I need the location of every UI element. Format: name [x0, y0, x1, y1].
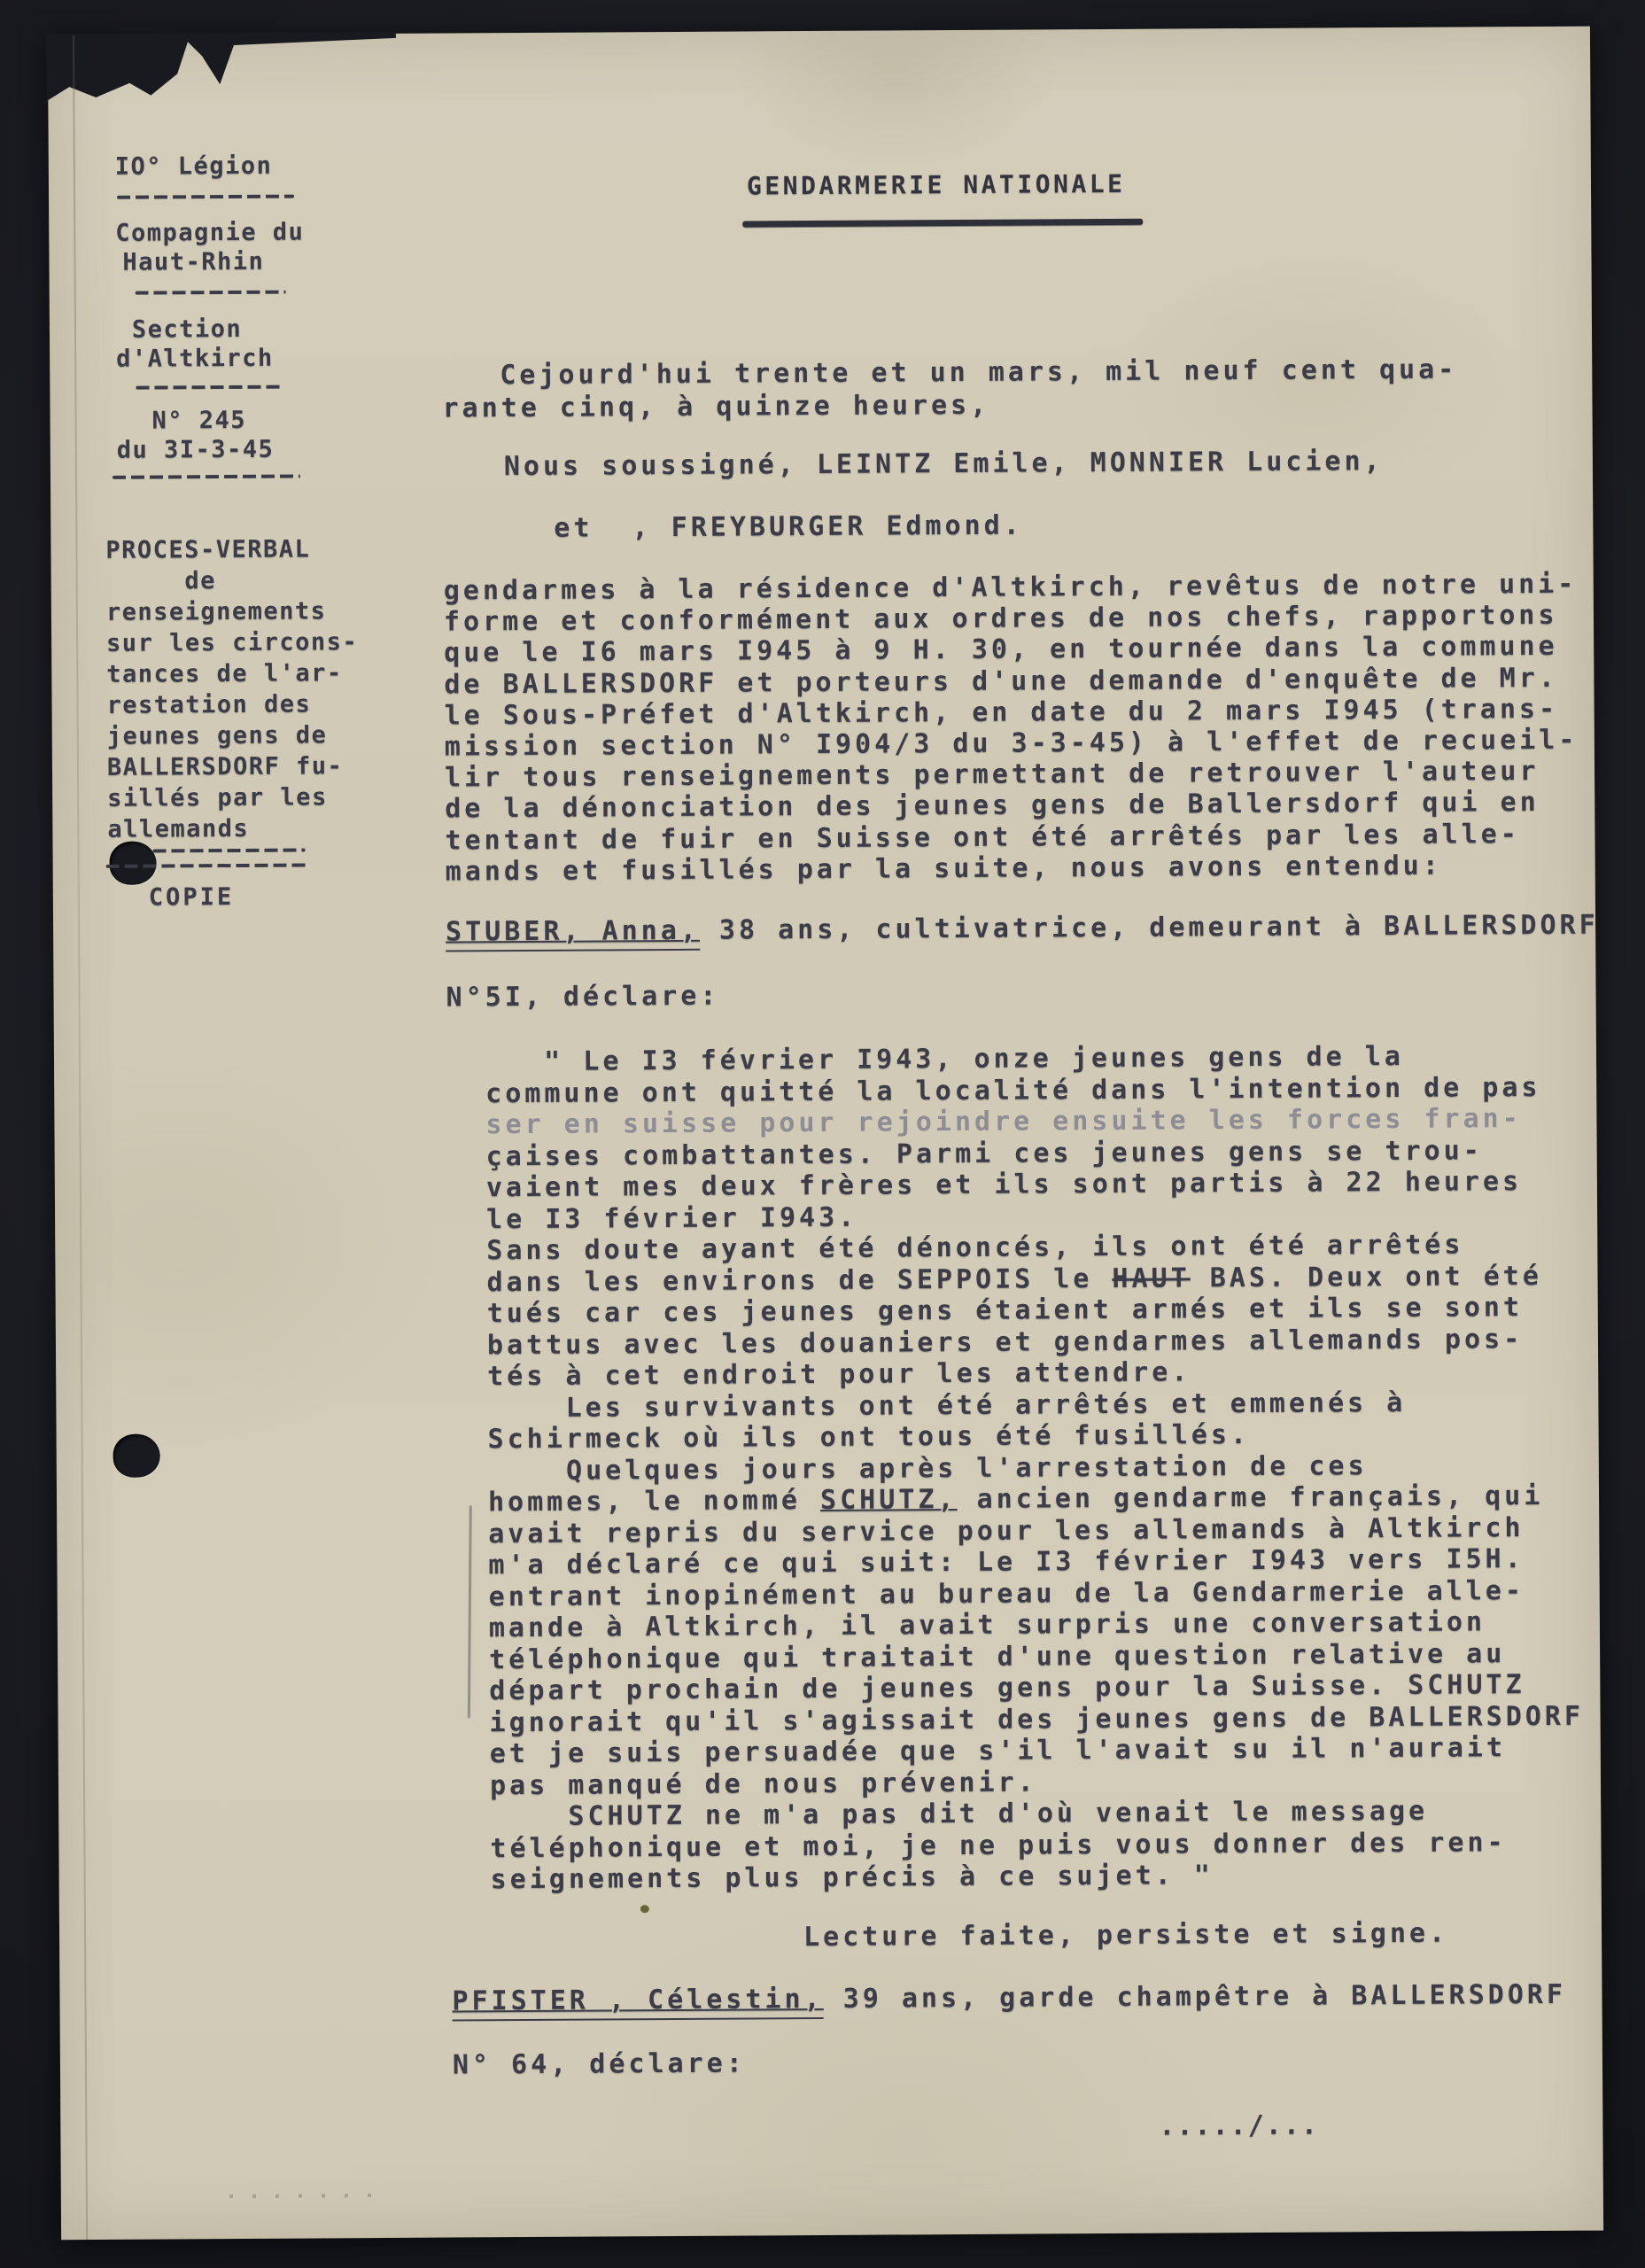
preamble-paragraph — [444, 569, 1579, 888]
opening-line-1: Cejourd'hui trente et un mars, mil neuf cent qua- — [500, 353, 1458, 392]
text-line: allemands — [107, 814, 250, 843]
text-line: de — [105, 567, 217, 595]
punch-hole — [113, 1434, 160, 1478]
text-line: gendarmes à la résidence d'Altkirch, revêtus de notre uni- — [443, 568, 1578, 607]
witness2-name: PFISTER , Célestin, — [452, 1984, 823, 2022]
punch-hole — [109, 842, 156, 885]
text-line: départ prochain de jeunes gens pour la Suisse. SCHUTZ — [489, 1669, 1525, 1707]
text-line: de BALLERSDORF et porteurs d'une demande d'enquête de Mr. — [444, 662, 1559, 701]
text-line: ser en suisse pour rejoindre ensuite les forces fran- — [485, 1103, 1522, 1141]
ink-dot — [640, 1905, 649, 1913]
continuation-mark: ...../... — [1159, 2109, 1320, 2142]
text-line: de la dénonciation des jeunes gens de Ballersdorf qui en — [445, 787, 1540, 825]
signatories-line: Nous soussigné, LEINTZ Emile, MONNIER Lucien, — [503, 446, 1384, 483]
torn-corner — [46, 32, 397, 136]
sidebar-legion: IO° Légion — [114, 151, 273, 181]
text-line: le I3 février I943. — [485, 1201, 858, 1235]
witness1-name: STUBER, Anna, — [446, 915, 700, 952]
sidebar-copy-label: COPIE — [148, 883, 235, 912]
text-line: commune ont quitté la localité dans l'intention de pas — [485, 1071, 1541, 1109]
text-line: SCHUTZ ne m'a pas dit d'où venait le message — [490, 1795, 1429, 1833]
separator-line — [136, 385, 284, 390]
text-line: renseignements — [105, 597, 327, 626]
text-line: PROCES-VERBAL — [105, 535, 311, 564]
text-line: vaient mes deux frères et ils sont partis à 22 heures — [485, 1166, 1523, 1204]
text-line: sillés par les — [107, 783, 328, 812]
text-line: jeunes gens de — [106, 721, 328, 750]
text-line: tés à cet endroit pour les attendre. — [487, 1356, 1191, 1393]
text-line: " Le I3 février I943, onze jeunes gens de la — [485, 1040, 1405, 1078]
text-line: mande à Altkirch, il avait surpris une conversation — [488, 1606, 1486, 1644]
text-line: tués car ces jeunes gens étaient armés et ils se sont — [486, 1292, 1524, 1330]
fold-line — [73, 35, 88, 2240]
text-line: hommes, le nommé SCHUTZ, ancien gendarme français, qui — [487, 1480, 1544, 1518]
sidebar-number: N° 245 — [151, 406, 247, 435]
sidebar-company-line1: Compagnie du — [115, 218, 305, 247]
text-line: ignorait qu'il s'agissait des jeunes gens de BALLERSDORF — [489, 1700, 1585, 1738]
separator-line — [113, 475, 300, 479]
text-line: Les survivants ont été arrêtés et emmenés à — [487, 1386, 1407, 1424]
text-line: téléphonique qui traitait d'une question relative au — [489, 1637, 1506, 1675]
opening-line-2: rante cinq, à quinze heures, — [442, 389, 990, 424]
text-line: forme et conformément aux ordres de nos chefs, rapportons — [443, 600, 1558, 638]
sidebar-section-line2: d'Altkirch — [116, 344, 274, 373]
sidebar-section-line1: Section — [131, 315, 243, 344]
document-page — [48, 27, 1603, 2241]
closing-line: Lecture faite, persiste et signe. — [803, 1917, 1449, 1953]
witness1-heading — [446, 910, 1599, 948]
text-line: que le I6 mars I945 à 9 H. 30, en tournée dans la commune — [444, 631, 1558, 669]
text-line: Quelques jours après l'arrestation de ces — [487, 1449, 1368, 1487]
text-line: çaises combattantes. Parmi ces jeunes gens se trou- — [485, 1134, 1483, 1172]
text-line: BALLERSDORF fu- — [106, 752, 344, 781]
title-underline — [742, 219, 1143, 228]
text-line: Sans doute ayant été dénoncés, ils ont été arrêtés — [486, 1229, 1464, 1267]
page-title: GENDARMERIE NATIONALE — [746, 168, 1126, 201]
separator-line — [136, 291, 286, 295]
pen-mark — [468, 1505, 472, 1718]
separator-line — [153, 849, 306, 853]
testimony-block — [485, 1040, 1585, 1896]
text-line: téléphonique et moi, je ne puis vous donner des ren- — [490, 1826, 1507, 1864]
text-line: m'a déclaré ce qui suit: Le I3 février I943 vers I5H. — [488, 1543, 1525, 1581]
text-line: mission section N° I904/3 du 3-3-45) à l'effet de recueil- — [444, 724, 1579, 763]
text-line: battus avec les douaniers et gendarmes allemands pos- — [486, 1323, 1524, 1361]
text-line: mands et fusillés par la suite, nous avons entendu: — [445, 850, 1442, 888]
text-line: dans les environs de SEPPOIS le HAUT BAS. Deux ont été — [486, 1260, 1542, 1298]
text-line: tances de l'ar- — [106, 659, 343, 688]
text-line: pas manqué de nous prévenir. — [489, 1766, 1037, 1801]
text-line: le Sous-Préfet d'Altkirch, en date du 2 mars I945 (trans- — [444, 693, 1559, 732]
text-line: entrant inopinément au bureau de la Gendarmerie alle- — [488, 1574, 1525, 1612]
text-line: avait repris du service pour les allemands à Altkirch — [488, 1511, 1525, 1550]
separator-line — [106, 864, 306, 868]
witness2-number: N° 64, déclare: — [452, 2047, 746, 2081]
witness2-details: 39 ans, garde champêtre à BALLERSDORF — [823, 1978, 1567, 2015]
text-line: et je suis persuadée que s'il l'avait su il n'aurait — [489, 1732, 1507, 1770]
text-line: tentant de fuir en Suisse ont été arrêtés par les alle- — [445, 818, 1520, 857]
text-line: seignements plus précis à ce sujet. " — [490, 1860, 1214, 1896]
sidebar-number-date: du 3I-3-45 — [116, 435, 275, 464]
sidebar-company-line2: Haut-Rhin — [122, 247, 265, 276]
witness1-details: 38 ans, cultivatrice, demeurant à BALLERSDORF — [699, 909, 1599, 946]
witness2-heading — [452, 1979, 1566, 2017]
text-line: Schirmeck où ils ont tous été fusillés. — [487, 1419, 1251, 1456]
sidebar-subject — [105, 533, 359, 845]
text-line: lir tous renseignements permettant de retrouver l'auteur — [444, 756, 1540, 794]
text-line: sur les circons- — [106, 628, 359, 657]
and-line: et , FREYBURGER Edmond. — [554, 509, 1023, 544]
witness1-number: N°5I, déclare: — [446, 980, 720, 1014]
separator-line — [117, 195, 294, 199]
pencil-trace — [229, 2194, 380, 2198]
text-line: restation des — [106, 690, 312, 719]
